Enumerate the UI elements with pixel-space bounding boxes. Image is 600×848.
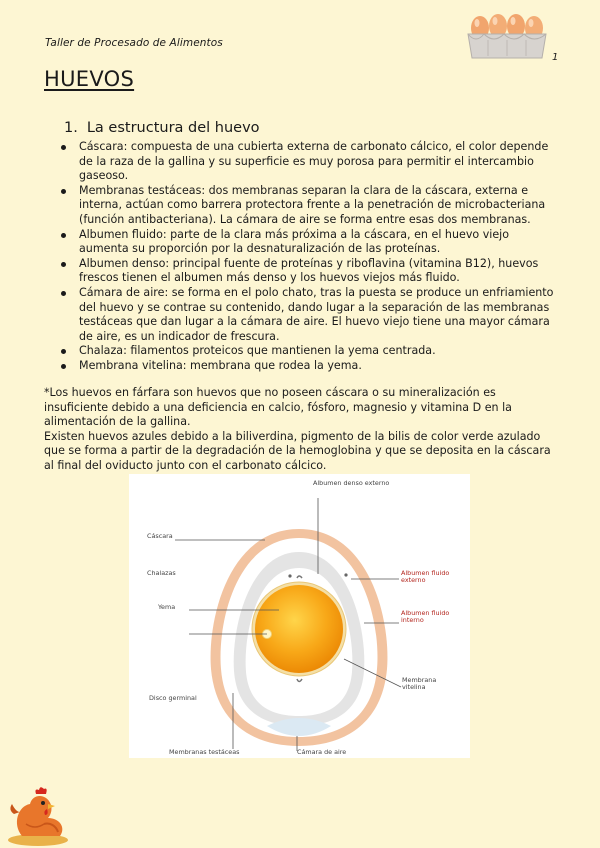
chicken-icon	[4, 784, 72, 846]
egg-diagram	[129, 474, 470, 758]
list-item: Chalaza: filamentos proteicos que mantienen la yema centrada.	[58, 344, 558, 359]
label-disco-germinal: Disco germinal	[149, 694, 197, 702]
list-item: Cámara de aire: se forma en el polo chato, tras la puesta se produce un enfriamiento del huevo y se contrae su contenido, dando lugar a la separación de las membranas testáceas que dan lugar a la cámara de aire. El huevo viejo tiene una mayor cámara de aire, es un indicador de frescura.	[58, 286, 558, 344]
label-albumen-fluido-interno: Albumen fluido interno	[401, 609, 450, 625]
list-item: Membranas testáceas: dos membranas separan la clara de la cáscara, externa e interna, actúan como barrera protectora frente a la penetración de microbacteriana (función antibacteriana). La cámara de aire se forma entre esas dos membranas.	[58, 184, 558, 228]
egg-tray-icon	[466, 8, 548, 64]
header-course-title: Taller de Procesado de Alimentos	[45, 37, 223, 49]
section-number: 1.	[64, 120, 78, 136]
note-blue-eggs: Existen huevos azules debido a la biliverdina, pigmento de la bilis de color verde azulado que se forma a partir de la degradación de la hemoglobina y que se deposita en la cáscara al final del oviducto junto con el carbonato cálcico.	[44, 429, 551, 472]
list-item: Cáscara: compuesta de una cubierta externa de carbonato cálcico, el color depende de la raza de la gallina y su superficie es muy porosa para permitir el intercambio gaseoso.	[58, 140, 558, 184]
label-membrana-vitelina: Membrana vitelina	[402, 676, 437, 692]
label-albumen-denso: Albumen denso externo	[313, 479, 390, 487]
note-farfara: *Los huevos en fárfara son huevos que no poseen cáscara o su mineralización es insuficiente debido a una deficiencia en calcio, fósforo, magnesio y vitamina D en la alimentación de la gallina.	[44, 386, 512, 429]
section-heading	[64, 120, 260, 136]
yolk	[255, 585, 343, 673]
structure-list	[58, 140, 558, 374]
label-cascara: Cáscara	[147, 532, 173, 540]
label-albumen-fluido-externo: Albumen fluido externo	[401, 569, 450, 585]
label-membranas-testaceas: Membranas testáceas	[169, 748, 240, 756]
page-title: HUEVOS	[44, 67, 135, 91]
page-number: 1	[552, 52, 559, 63]
list-item: Albumen denso: principal fuente de proteínas y riboflavina (vitamina B12), huevos frescos tienen el albumen más denso y los huevos viejos más fluido.	[58, 257, 558, 286]
label-yema: Yema	[158, 603, 176, 611]
label-camara-aire: Cámara de aire	[297, 748, 347, 756]
label-chalazas: Chalazas	[147, 569, 176, 577]
section-heading-text: La estructura del huevo	[86, 120, 260, 136]
notes	[44, 386, 560, 474]
list-item: Membrana vitelina: membrana que rodea la yema.	[58, 359, 558, 374]
list-item: Albumen fluido: parte de la clara más próxima a la cáscara, en el huevo viejo aumenta su proporción por la desnaturalización de las proteínas.	[58, 228, 558, 257]
